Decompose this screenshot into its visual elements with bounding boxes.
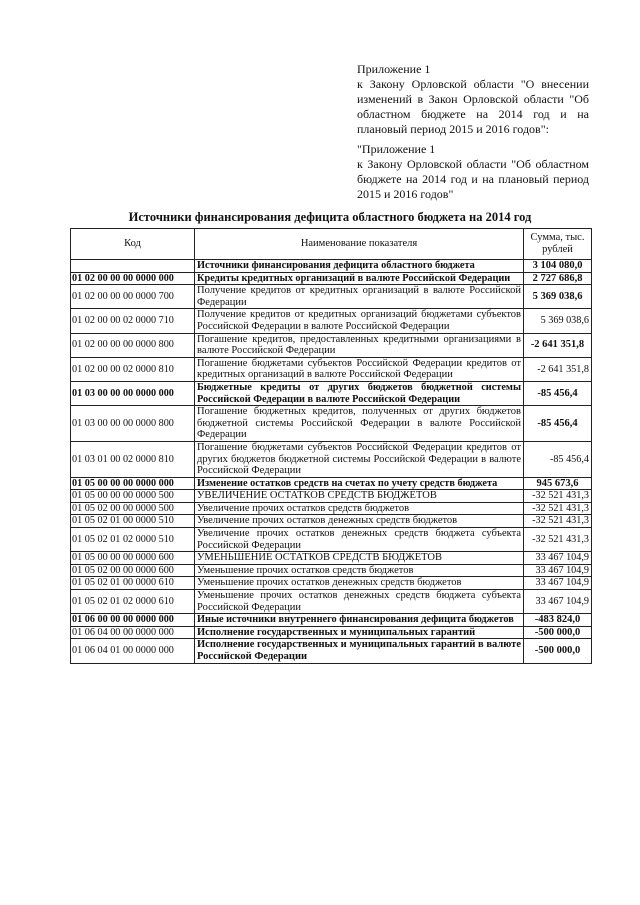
table-row <box>71 528 592 552</box>
sum-cell: -483 824,0 <box>524 614 592 627</box>
code-cell: 01 02 00 00 00 0000 800 <box>71 333 195 357</box>
name-cell: Погашение бюджетных кредитов, полученных от других бюджетов бюджетной системы Российской Федерации в валюте Российской Федерации <box>195 406 524 442</box>
name-cell: Бюджетные кредиты от других бюджетов бюджетной системы Российской Федерации в валюте Российской Федерации <box>195 381 524 405</box>
code-cell: 01 05 00 00 00 0000 000 <box>71 477 195 490</box>
name-cell: УМЕНЬШЕНИЕ ОСТАТКОВ СРЕДСТВ БЮДЖЕТОВ <box>195 552 524 565</box>
table-row <box>71 441 592 477</box>
sum-cell: -32 521 431,3 <box>524 515 592 528</box>
table-body <box>71 260 592 664</box>
name-cell: Уменьшение прочих остатков средств бюджетов <box>195 564 524 577</box>
table-row <box>71 260 592 273</box>
table-row <box>71 333 592 357</box>
annex-header-text: к Закону Орловской области "О внесении изменений в Закон Орловской области "Об областном бюджете на 2014 год и на плановый период 2015 и 2016 годов": <box>357 77 589 136</box>
code-cell: 01 05 02 00 00 0000 600 <box>71 564 195 577</box>
sum-cell: -500 000,0 <box>524 639 592 663</box>
name-cell: Уменьшение прочих остатков денежных средств бюджетов <box>195 577 524 590</box>
code-cell: 01 05 02 01 02 0000 510 <box>71 528 195 552</box>
name-cell: Кредиты кредитных организаций в валюте Российской Федерации <box>195 272 524 285</box>
sum-cell: -500 000,0 <box>524 626 592 639</box>
name-cell: Увеличение прочих остатков средств бюджетов <box>195 502 524 515</box>
name-cell: Увеличение прочих остатков денежных средств бюджетов <box>195 515 524 528</box>
annex-quote <box>357 142 589 202</box>
table-row <box>71 357 592 381</box>
sum-cell: -85 456,4 <box>524 406 592 442</box>
name-cell: Получение кредитов от кредитных организаций в валюте Российской Федерации <box>195 285 524 309</box>
table-row <box>71 477 592 490</box>
table-row <box>71 564 592 577</box>
code-cell: 01 06 04 00 00 0000 000 <box>71 626 195 639</box>
sum-cell: 3 104 080,0 <box>524 260 592 273</box>
sum-cell: 33 467 104,9 <box>524 590 592 614</box>
code-cell: 01 02 00 00 02 0000 810 <box>71 357 195 381</box>
code-cell: 01 05 00 00 00 0000 600 <box>71 552 195 565</box>
name-cell: Источники финансирования дефицита областного бюджета <box>195 260 524 273</box>
table-row <box>71 639 592 663</box>
sum-cell: 33 467 104,9 <box>524 577 592 590</box>
sum-cell: 5 369 038,6 <box>524 285 592 309</box>
sources-table <box>70 228 592 664</box>
name-cell: Исполнение государственных и муниципальных гарантий в валюте Российской Федерации <box>195 639 524 663</box>
code-cell: 01 03 01 00 02 0000 810 <box>71 441 195 477</box>
code-cell: 01 06 04 01 00 0000 000 <box>71 639 195 663</box>
name-cell: Исполнение государственных и муниципальных гарантий <box>195 626 524 639</box>
table-row <box>71 614 592 627</box>
annex-quote-text: к Закону Орловской области "Об областном бюджете на 2014 год и на плановый период 2015 и 2016 годов" <box>357 157 589 201</box>
document-title: Источники финансирования дефицита областного бюджета на 2014 год <box>128 210 532 224</box>
sum-cell: -2 641 351,8 <box>524 333 592 357</box>
name-cell: Увеличение прочих остатков денежных средств бюджета субъекта Российской Федерации <box>195 528 524 552</box>
table-row <box>71 626 592 639</box>
code-cell: 01 05 02 00 00 0000 500 <box>71 502 195 515</box>
sum-cell: -85 456,4 <box>524 381 592 405</box>
table-row <box>71 552 592 565</box>
sum-cell: -32 521 431,3 <box>524 502 592 515</box>
name-cell: Уменьшение прочих остатков денежных средств бюджета субъекта Российской Федерации <box>195 590 524 614</box>
annex-header-line1: Приложение 1 <box>357 62 431 76</box>
name-cell: Получение кредитов от кредитных организаций бюджетами субъектов Российской Федерации в валюте Российской Федерации <box>195 309 524 333</box>
table-row <box>71 490 592 503</box>
table-header-row <box>71 229 592 260</box>
name-cell: Погашение бюджетами субъектов Российской Федерации кредитов от кредитных организаций в валюте Российской Федерации <box>195 357 524 381</box>
code-cell: 01 05 00 00 00 0000 500 <box>71 490 195 503</box>
name-cell: Погашение кредитов, предоставленных кредитными организациями в валюте Российской Федерации <box>195 333 524 357</box>
sum-cell: -2 641 351,8 <box>524 357 592 381</box>
name-cell: Иные источники внутреннего финансирования дефицита бюджетов <box>195 614 524 627</box>
code-cell <box>71 260 195 273</box>
table-row <box>71 590 592 614</box>
header-code: Код <box>71 229 195 260</box>
name-cell: Изменение остатков средств на счетах по учету средств бюджета <box>195 477 524 490</box>
code-cell: 01 02 00 00 02 0000 710 <box>71 309 195 333</box>
table-row <box>71 309 592 333</box>
name-cell: Погашение бюджетами субъектов Российской Федерации кредитов от других бюджетов бюджетной системы Российской Федерации в валюте Российской Федерации <box>195 441 524 477</box>
sum-cell: 945 673,6 <box>524 477 592 490</box>
header-sum: Сумма, тыс. рублей <box>524 229 592 260</box>
code-cell: 01 06 00 00 00 0000 000 <box>71 614 195 627</box>
sum-cell: -32 521 431,3 <box>524 490 592 503</box>
code-cell: 01 02 00 00 00 0000 000 <box>71 272 195 285</box>
name-cell: УВЕЛИЧЕНИЕ ОСТАТКОВ СРЕДСТВ БЮДЖЕТОВ <box>195 490 524 503</box>
code-cell: 01 05 02 01 02 0000 610 <box>71 590 195 614</box>
code-cell: 01 03 00 00 00 0000 800 <box>71 406 195 442</box>
header-name: Наименование показателя <box>195 229 524 260</box>
code-cell: 01 03 00 00 00 0000 000 <box>71 381 195 405</box>
table-row <box>71 515 592 528</box>
sum-cell: 33 467 104,9 <box>524 552 592 565</box>
table-row <box>71 577 592 590</box>
sum-cell: -85 456,4 <box>524 441 592 477</box>
table-row <box>71 381 592 405</box>
table-row <box>71 502 592 515</box>
code-cell: 01 02 00 00 00 0000 700 <box>71 285 195 309</box>
code-cell: 01 05 02 01 00 0000 510 <box>71 515 195 528</box>
code-cell: 01 05 02 01 00 0000 610 <box>71 577 195 590</box>
sum-cell: -32 521 431,3 <box>524 528 592 552</box>
table-row <box>71 285 592 309</box>
sum-cell: 5 369 038,6 <box>524 309 592 333</box>
sum-cell: 33 467 104,9 <box>524 564 592 577</box>
sum-cell: 2 727 686,8 <box>524 272 592 285</box>
annex-header <box>357 62 589 137</box>
annex-quote-line1: "Приложение 1 <box>357 142 436 156</box>
table-row <box>71 272 592 285</box>
table-row <box>71 406 592 442</box>
